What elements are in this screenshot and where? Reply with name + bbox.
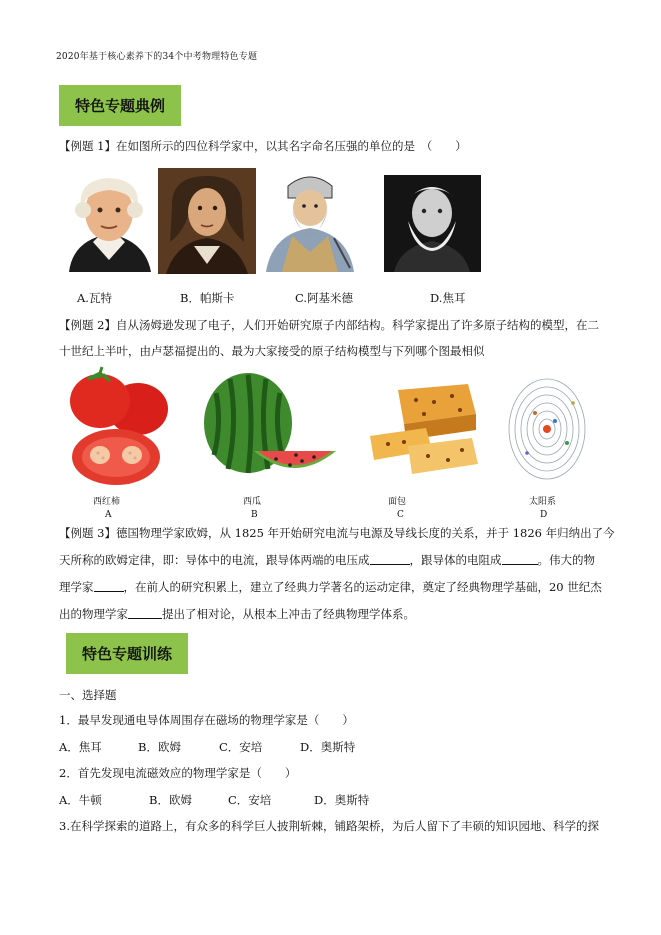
example-tag: 【例题 2】 bbox=[59, 318, 116, 332]
letter-c: C bbox=[397, 510, 404, 520]
example-3-line-2: 天所称的欧姆定律，即：导体中的电流，跟导体两端的电压成 ，跟导体的电阻成 。伟大的物 bbox=[59, 553, 595, 567]
q2-option-a: A．牛顿 bbox=[59, 793, 102, 807]
letter-a: A bbox=[105, 510, 112, 520]
document-header: 2020年基于核心素养下的34个中考物理特色专题 bbox=[56, 52, 258, 62]
q1-option-b: B．欧姆 bbox=[138, 740, 181, 754]
portrait-watt bbox=[63, 170, 155, 272]
question-2: 2．首先发现电流磁效应的物理学家是（ ） bbox=[59, 766, 297, 780]
watermelon-image bbox=[202, 373, 338, 485]
example-2-line-1: 【例题 2】自从汤姆逊发现了电子，人们开始研究原子内部结构。科学家提出了许多原子结构的模型，在二 bbox=[59, 318, 599, 332]
caption-tomato: 西红柿 bbox=[93, 497, 121, 507]
example-1-question bbox=[59, 139, 467, 153]
letter-d: D bbox=[540, 510, 548, 520]
option-b: B．帕斯卡 bbox=[180, 291, 235, 305]
bread-image bbox=[368, 380, 482, 480]
question-1: 1．最早发现通电导体周围存在磁场的物理学家是（ ） bbox=[59, 713, 354, 727]
fill-blank-1 bbox=[370, 553, 410, 565]
example-2-line-2: 十世纪上半叶，由卢瑟福提出的、最为大家接受的原子结构模型与下列哪个图最相似 bbox=[59, 344, 485, 358]
q1-option-c: C．安培 bbox=[219, 740, 263, 754]
example-tag: 【例题 1】 bbox=[59, 139, 116, 153]
q1-option-d: D．奥斯特 bbox=[300, 740, 356, 754]
question-3: 3.在科学探索的道路上，有众多的科学巨人披荆斩棘，铺路架桥，为后人留下了丰硕的知识园地、科学的探 bbox=[59, 819, 599, 833]
solar-system-image bbox=[507, 373, 587, 485]
option-d: D.焦耳 bbox=[430, 291, 466, 305]
q2-option-b: B．欧姆 bbox=[149, 793, 192, 807]
example-3-line-4: 出的物理学家 提出了相对论，从根本上冲击了经典物理学体系。 bbox=[59, 607, 415, 621]
caption-bread: 面包 bbox=[388, 497, 407, 507]
example-3-line-3: 理学家 ，在前人的研究积累上，建立了经典力学著名的运动定律，奠定了经典物理学基础，20 世纪杰 bbox=[59, 580, 602, 594]
q1-option-a: A．焦耳 bbox=[59, 740, 102, 754]
option-a: A.瓦特 bbox=[77, 291, 112, 305]
portrait-joule bbox=[384, 175, 481, 272]
q2-option-d: D．奥斯特 bbox=[314, 793, 370, 807]
question-text: 在如图所示的四位科学家中，以其名字命名压强的单位的是 bbox=[115, 139, 415, 153]
fill-blank-4 bbox=[128, 607, 162, 619]
part-heading: 一、选择题 bbox=[59, 688, 117, 702]
answer-paren: （ ） bbox=[426, 139, 467, 153]
q2-option-c: C．安培 bbox=[228, 793, 272, 807]
example-tag: 【例题 3】 bbox=[59, 526, 116, 540]
caption-solar-system: 太阳系 bbox=[529, 497, 557, 507]
tomato-image bbox=[60, 365, 172, 487]
portrait-pascal bbox=[158, 168, 256, 274]
caption-watermelon: 西瓜 bbox=[243, 497, 262, 507]
letter-b: B bbox=[251, 510, 258, 520]
section-banner-examples: 特色专题典例 bbox=[59, 85, 181, 126]
example-3-line-1: 【例题 3】德国物理学家欧姆，从 1825 年开始研究电流与电源及导线长度的关系，并于 1826 年归纳出了今 bbox=[59, 526, 615, 540]
fill-blank-2 bbox=[502, 553, 538, 565]
fill-blank-3 bbox=[94, 580, 124, 592]
section-banner-training: 特色专题训练 bbox=[66, 633, 188, 674]
option-c: C.阿基米德 bbox=[295, 291, 354, 305]
portrait-archimedes bbox=[262, 168, 358, 272]
